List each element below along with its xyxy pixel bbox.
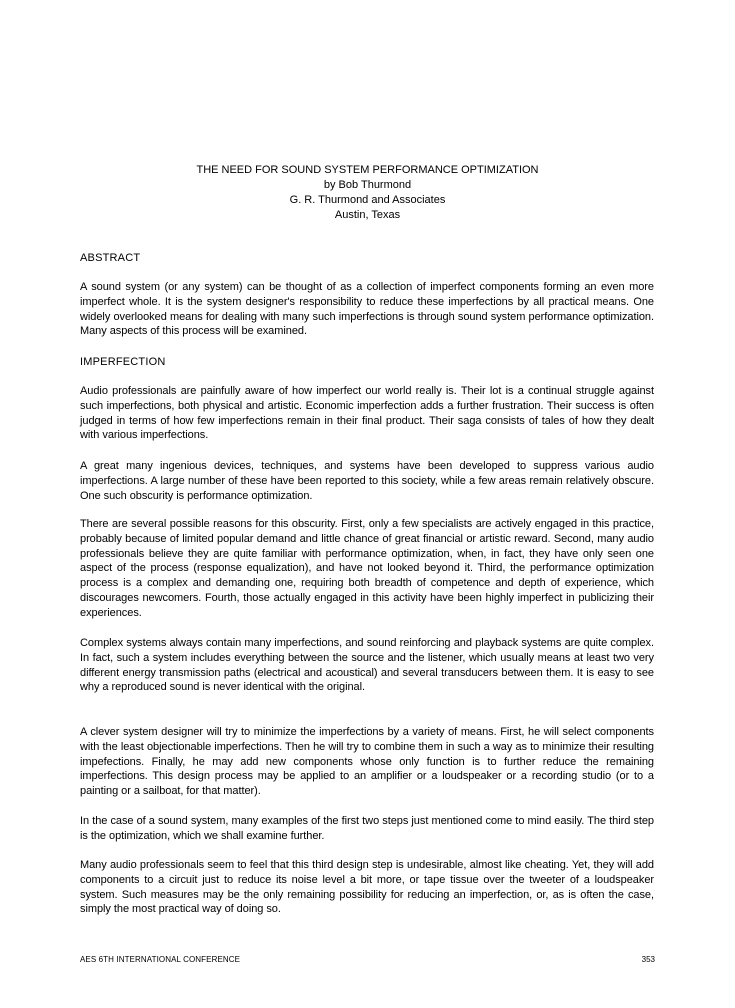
author-location: Austin, Texas bbox=[334, 209, 401, 221]
author-affiliation: G. R. Thurmond and Associates bbox=[289, 194, 446, 206]
imperfection-heading: IMPERFECTION bbox=[80, 356, 166, 368]
imperfection-paragraph-2: A great many ingenious devices, techniques, and systems have been developed to suppress various audio imperfections. A large number of these have been reported to this society, while a few areas remain relatively obscure. One such obscurity is performance optimization. bbox=[80, 460, 654, 502]
abstract-heading: ABSTRACT bbox=[80, 252, 141, 264]
footer-page-number: 353 bbox=[641, 955, 655, 964]
paper-title: THE NEED FOR SOUND SYSTEM PERFORMANCE OPTIMIZATION bbox=[196, 164, 539, 176]
imperfection-paragraph-7: Many audio professionals seem to feel that this third design step is undesirable, almost like cheating. Yet, they will add components to a circuit just to reduce its noise level a bit more, or tape tissue over the tweeter of a loudspeaker system. Such measures may be the only remaining possibility for reducing an imperfection, or, as is often the case, simply the most practical way of doing so. bbox=[80, 859, 654, 916]
footer-conference: AES 6TH INTERNATIONAL CONFERENCE bbox=[80, 955, 241, 964]
abstract-paragraph: A sound system (or any system) can be thought of as a collection of imperfect components forming an even more imperfect whole. It is the system designer's responsibility to reduce these imperfections by all practical means. One widely overlooked means for dealing with many such imperfections is through sound system performance optimization. Many aspects of this process will be examined. bbox=[80, 281, 654, 338]
imperfection-paragraph-4: Complex systems always contain many imperfections, and sound reinforcing and playback systems are quite complex. In fact, such a system includes everything between the source and the listener, which usually means at least two very different energy transmission paths (electrical and acoustical) and several transducers between them. It is easy to see why a reproduced sound is never identical with the original. bbox=[80, 637, 654, 694]
author-byline: by Bob Thurmond bbox=[323, 179, 412, 191]
imperfection-paragraph-6: In the case of a sound system, many examples of the first two steps just mentioned come to mind easily. The third step is the optimization, which we shall examine further. bbox=[80, 815, 654, 842]
imperfection-paragraph-3: There are several possible reasons for this obscurity. First, only a few specialists are actively engaged in this practice, probably because of limited popular demand and little chance of great financial or artistic reward. Second, many audio professionals believe they are quite familiar with performance optimization, when, in fact, they have only seen one aspect of the process (response equalization), and have not looked beyond it. Third, the performance optimization process is a complex and demanding one, requiring both breadth of competence and depth of experience, which discourages newcomers. Fourth, those actually engaged in this activity have been highly imperfect in publicizing their experiences. bbox=[80, 518, 654, 619]
title-block bbox=[0, 163, 735, 223]
imperfection-paragraph-5: A clever system designer will try to minimize the imperfections by a variety of means. First, he will select components with the least objectionable imperfections. Then he will try to combine them in such a way as to minimize their resulting impefections. Finally, he may add new components whose only function is to further reduce the remaining imperfections. This design process may be applied to an amplifier or a loudspeaker or a recording studio (or to a painting or a sailboat, for that matter). bbox=[80, 726, 654, 798]
imperfection-paragraph-1: Audio professionals are painfully aware of how imperfect our world really is. Their lot is a continual struggle against such imperfections, both physical and artistic. Economic imperfection adds a further frustration. Their success is often judged in terms of how few imperfections remain in their final product. Their saga consists of tales of how they dealt with various imperfections. bbox=[80, 385, 654, 442]
